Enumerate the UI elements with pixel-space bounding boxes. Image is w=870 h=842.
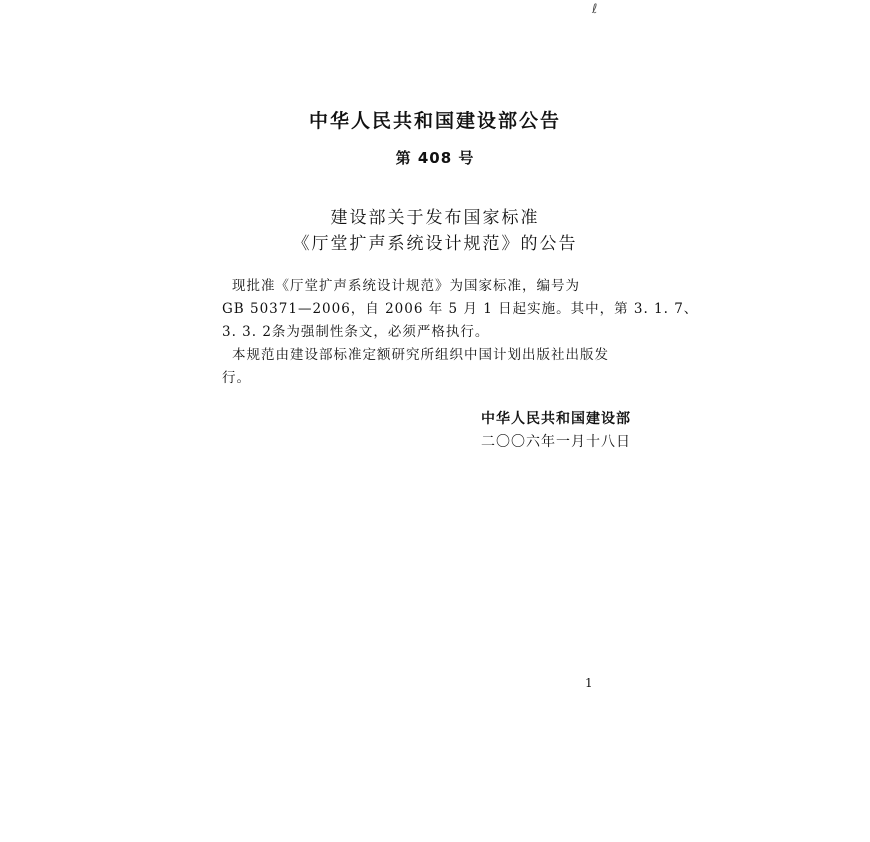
announcement-title: 中华人民共和国建设部公告 (308, 110, 561, 132)
body-line: GB 50371—2006，自 2006 年 5 月 1 日起实施。其中，第 3. 1. 7、 (222, 301, 699, 317)
body-line: 3. 3. 2条为强制性条文，必须严格执行。 (222, 324, 490, 340)
signature-date: 二〇〇六年一月十八日 (481, 434, 631, 450)
body-line: 行。 (222, 370, 251, 386)
announcement-number: 第 408 号 (395, 149, 475, 167)
subtitle-line-2: 《厅堂扩声系统设计规范》的公告 (292, 234, 578, 254)
corner-mark: ℓ (592, 2, 598, 17)
signature-organization: 中华人民共和国建设部 (481, 411, 631, 427)
body-line: 本规范由建设部标准定额研究所组织中国计划出版社出版发 (232, 347, 609, 363)
page-number: 1 (585, 676, 593, 690)
subtitle-line-1: 建设部关于发布国家标准 (330, 208, 540, 228)
body-line: 现批准《厅堂扩声系统设计规范》为国家标准，编号为 (232, 278, 580, 294)
